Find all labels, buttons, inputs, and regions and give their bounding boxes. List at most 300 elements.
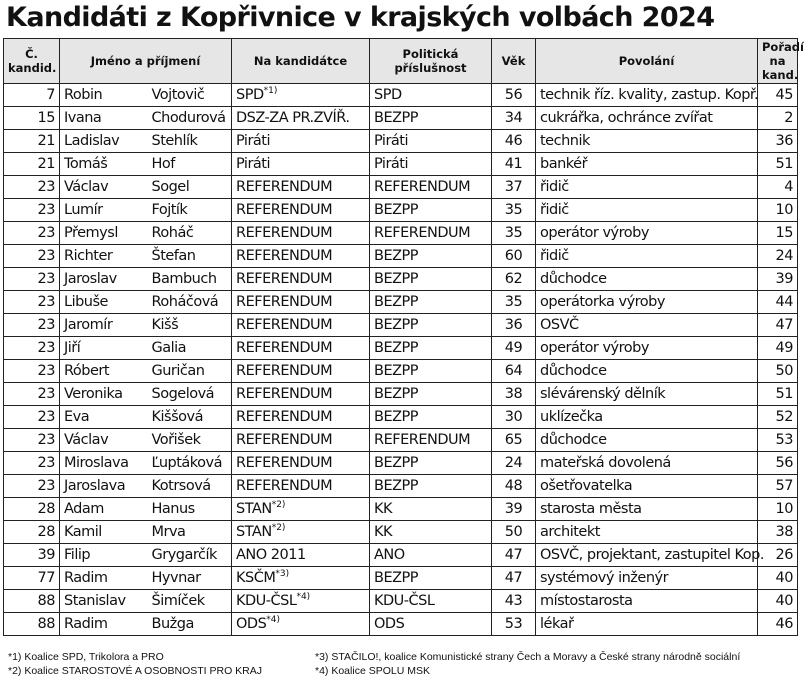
- table-row: [4, 590, 798, 613]
- table-row: [4, 153, 798, 176]
- cell-jmeno: [60, 153, 148, 176]
- cell-jmeno: [60, 245, 148, 268]
- cell-cislo: [4, 475, 60, 498]
- cell-prislusnost: [370, 176, 492, 199]
- cell-prislusnost-text: BEZPP: [374, 363, 419, 379]
- cell-jmeno: [60, 590, 148, 613]
- cell-prijmeni-text: Kotrsová: [151, 478, 211, 494]
- cell-cislo-text: 7: [46, 87, 55, 103]
- cell-prislusnost: [370, 475, 492, 498]
- cell-prislusnost: [370, 107, 492, 130]
- cell-poradi: [758, 406, 798, 429]
- cell-prijmeni-text: Sogelová: [151, 386, 215, 402]
- cell-povolani-text: technik: [540, 133, 590, 149]
- cell-prijmeni: [148, 130, 232, 153]
- cell-prijmeni: [148, 84, 232, 107]
- cell-cislo: [4, 153, 60, 176]
- header-kandidatka: Na kandidátce: [232, 39, 370, 84]
- cell-vek-text: 39: [504, 501, 523, 517]
- cell-povolani: [536, 406, 758, 429]
- cell-kandidatka-text: ANO 2011: [236, 547, 306, 563]
- cell-kandidatka-text: REFERENDUM: [236, 478, 333, 494]
- cell-kandidatka: [232, 613, 370, 636]
- cell-poradi: [758, 567, 798, 590]
- cell-vek: [492, 245, 536, 268]
- cell-prijmeni: [148, 406, 232, 429]
- cell-povolani: [536, 337, 758, 360]
- cell-jmeno-text: Kamil: [64, 524, 102, 540]
- cell-cislo-text: 23: [37, 225, 55, 241]
- cell-poradi: [758, 613, 798, 636]
- cell-jmeno-text: Jaromír: [64, 317, 113, 333]
- cell-kandidatka: [232, 130, 370, 153]
- cell-poradi: [758, 360, 798, 383]
- cell-prijmeni-text: Hanus: [151, 501, 195, 517]
- cell-poradi: [758, 314, 798, 337]
- cell-prislusnost: [370, 222, 492, 245]
- cell-poradi: [758, 429, 798, 452]
- cell-prislusnost: [370, 406, 492, 429]
- cell-cislo: [4, 107, 60, 130]
- cell-prijmeni-text: Fojtík: [151, 202, 188, 218]
- cell-povolani: [536, 544, 764, 567]
- cell-vek: [492, 176, 536, 199]
- cell-kandidatka-text: Piráti: [236, 133, 271, 149]
- cell-poradi-text: 52: [775, 409, 793, 425]
- table-row: [4, 498, 798, 521]
- cell-povolani: [536, 84, 758, 107]
- cell-povolani: [536, 107, 758, 130]
- cell-vek: [492, 107, 536, 130]
- cell-povolani-text: řidič: [540, 248, 569, 264]
- cell-kandidatka-text: STAN: [236, 524, 272, 540]
- cell-poradi-text: 10: [775, 202, 793, 218]
- header-poradi: Pořadí na kand.: [758, 39, 798, 84]
- cell-cislo: [4, 199, 60, 222]
- cell-vek: [492, 360, 536, 383]
- cell-vek-text: 46: [504, 133, 523, 149]
- cell-prijmeni-text: Kišš: [151, 317, 179, 333]
- cell-vek-text: 34: [504, 110, 523, 126]
- cell-prislusnost-text: ODS: [374, 616, 405, 632]
- cell-jmeno: [60, 360, 148, 383]
- table-row: [4, 176, 798, 199]
- cell-prijmeni-text: Štefan: [151, 248, 196, 264]
- footnotes: [8, 650, 798, 680]
- cell-kandidatka: [232, 314, 370, 337]
- cell-poradi-text: 40: [775, 593, 793, 609]
- cell-poradi: [758, 475, 798, 498]
- cell-vek: [492, 130, 536, 153]
- footnote-marker: *3): [275, 569, 290, 580]
- cell-jmeno: [60, 521, 148, 544]
- cell-prislusnost-text: BEZPP: [374, 455, 419, 471]
- cell-prijmeni: [148, 107, 232, 130]
- cell-povolani-text: OSVČ: [540, 317, 579, 333]
- cell-kandidatka-text: REFERENDUM: [236, 271, 333, 287]
- cell-poradi: [758, 222, 798, 245]
- cell-prijmeni-text: Roháč: [151, 225, 194, 241]
- cell-vek: [492, 544, 536, 567]
- cell-vek-text: 41: [504, 156, 523, 172]
- cell-vek: [492, 475, 536, 498]
- footnote-marker: *2): [271, 523, 286, 534]
- cell-prislusnost: [370, 498, 492, 521]
- cell-prislusnost: [370, 360, 492, 383]
- cell-povolani: [536, 268, 758, 291]
- cell-vek-text: 43: [504, 593, 523, 609]
- footnote-4: *4) Koalice SPOLU MSK: [315, 665, 430, 677]
- cell-prislusnost-text: REFERENDUM: [374, 179, 471, 195]
- table-row: [4, 360, 798, 383]
- cell-poradi: [758, 176, 798, 199]
- cell-kandidatka-text: REFERENDUM: [236, 317, 333, 333]
- table-row: [4, 544, 798, 567]
- cell-cislo: [4, 268, 60, 291]
- cell-poradi: [758, 245, 798, 268]
- cell-povolani-text: bankéř: [540, 156, 588, 172]
- cell-povolani: [536, 383, 758, 406]
- cell-jmeno-text: Libuše: [64, 294, 108, 310]
- cell-cislo: [4, 429, 60, 452]
- cell-poradi: [758, 153, 798, 176]
- cell-prijmeni-text: Stehlík: [151, 133, 198, 149]
- cell-cislo-text: 23: [37, 317, 55, 333]
- cell-poradi-text: 46: [775, 616, 793, 632]
- cell-prislusnost-text: BEZPP: [374, 386, 419, 402]
- table-row: [4, 613, 798, 636]
- cell-jmeno-text: Ladislav: [64, 133, 120, 149]
- cell-kandidatka-text: REFERENDUM: [236, 455, 333, 471]
- table-row: [4, 291, 798, 314]
- cell-vek-text: 50: [504, 524, 523, 540]
- cell-vek: [492, 498, 536, 521]
- cell-cislo-text: 23: [37, 409, 55, 425]
- cell-poradi: [758, 268, 798, 291]
- table-header-row: [4, 39, 798, 84]
- cell-prislusnost: [370, 452, 492, 475]
- cell-cislo-text: 21: [37, 133, 55, 149]
- cell-jmeno: [60, 199, 148, 222]
- cell-prislusnost: [370, 268, 492, 291]
- cell-povolani-text: starosta města: [540, 501, 642, 517]
- cell-vek-text: 47: [504, 547, 523, 563]
- table-row: [4, 383, 798, 406]
- cell-poradi-text: 45: [775, 87, 793, 103]
- cell-prijmeni: [148, 613, 232, 636]
- cell-prijmeni-text: Grygarčík: [151, 547, 217, 563]
- cell-jmeno-text: Radim: [64, 616, 108, 632]
- cell-prislusnost-text: Piráti: [374, 156, 409, 172]
- cell-prislusnost-text: BEZPP: [374, 110, 419, 126]
- cell-cislo-text: 23: [37, 294, 55, 310]
- cell-cislo-text: 23: [37, 455, 55, 471]
- cell-prislusnost: [370, 291, 492, 314]
- cell-cislo: [4, 222, 60, 245]
- cell-cislo: [4, 567, 60, 590]
- cell-prislusnost-text: BEZPP: [374, 478, 419, 494]
- cell-cislo-text: 21: [37, 156, 55, 172]
- cell-vek-text: 65: [504, 432, 523, 448]
- cell-cislo: [4, 383, 60, 406]
- cell-kandidatka-text: STAN: [236, 501, 272, 517]
- cell-prijmeni-text: Vořišek: [151, 432, 201, 448]
- cell-vek-text: 38: [504, 386, 523, 402]
- cell-cislo-text: 23: [37, 363, 55, 379]
- cell-cislo: [4, 452, 60, 475]
- cell-kandidatka: [232, 199, 370, 222]
- cell-poradi-text: 44: [775, 294, 793, 310]
- cell-jmeno-text: Róbert: [64, 363, 110, 379]
- table-row: [4, 199, 798, 222]
- cell-kandidatka-text: REFERENDUM: [236, 202, 333, 218]
- cell-povolani-text: operátor výroby: [540, 340, 649, 356]
- cell-kandidatka-text: REFERENDUM: [236, 179, 333, 195]
- cell-poradi-text: 50: [775, 363, 793, 379]
- cell-prislusnost-text: BEZPP: [374, 248, 419, 264]
- cell-vek-text: 35: [504, 225, 523, 241]
- cell-povolani-text: řidič: [540, 202, 569, 218]
- cell-prislusnost-text: BEZPP: [374, 294, 419, 310]
- cell-prislusnost-text: BEZPP: [374, 570, 419, 586]
- cell-prijmeni: [148, 590, 232, 613]
- cell-prijmeni: [148, 314, 232, 337]
- cell-kandidatka-text: KDU-ČSL: [236, 593, 297, 609]
- cell-prijmeni-text: Sogel: [151, 179, 190, 195]
- cell-prijmeni: [148, 222, 232, 245]
- cell-prijmeni-text: Chodurová: [151, 110, 226, 126]
- cell-vek-text: 53: [504, 616, 523, 632]
- cell-kandidatka: [232, 222, 370, 245]
- cell-prislusnost-text: BEZPP: [374, 317, 419, 333]
- cell-jmeno-text: Richter: [64, 248, 113, 264]
- table-row: [4, 245, 798, 268]
- header-cislo: Č. kandid.: [4, 39, 60, 84]
- cell-cislo: [4, 176, 60, 199]
- cell-povolani: [536, 314, 758, 337]
- cell-povolani: [536, 360, 758, 383]
- cell-prislusnost: [370, 429, 492, 452]
- table-row: [4, 314, 798, 337]
- cell-poradi-text: 53: [775, 432, 793, 448]
- cell-prislusnost-text: BEZPP: [374, 202, 419, 218]
- cell-prislusnost: [370, 84, 492, 107]
- cell-prijmeni-text: Galia: [151, 340, 187, 356]
- cell-poradi: [758, 107, 798, 130]
- cell-cislo-text: 23: [37, 478, 55, 494]
- table-row: [4, 452, 798, 475]
- cell-prislusnost-text: KK: [374, 524, 393, 540]
- cell-prijmeni: [148, 498, 232, 521]
- cell-poradi-text: 51: [775, 156, 793, 172]
- cell-cislo-text: 23: [37, 271, 55, 287]
- cell-poradi-text: 56: [775, 455, 793, 471]
- cell-cislo-text: 23: [37, 386, 55, 402]
- cell-povolani: [536, 222, 758, 245]
- cell-cislo: [4, 337, 60, 360]
- cell-kandidatka-text: ODS: [236, 616, 267, 632]
- cell-vek: [492, 429, 536, 452]
- cell-jmeno: [60, 452, 148, 475]
- cell-vek-text: 24: [504, 455, 523, 471]
- cell-povolani-text: uklízečka: [540, 409, 603, 425]
- cell-kandidatka: [232, 475, 370, 498]
- cell-prijmeni: [148, 521, 232, 544]
- cell-poradi-text: 49: [775, 340, 793, 356]
- cell-vek-text: 37: [504, 179, 523, 195]
- page-title: Kandidáti z Kopřivnice v krajských volbách 2024: [6, 2, 715, 33]
- cell-povolani: [536, 153, 758, 176]
- cell-cislo: [4, 544, 60, 567]
- cell-jmeno: [60, 314, 148, 337]
- cell-prijmeni-text: Kiššová: [151, 409, 203, 425]
- cell-vek-text: 36: [504, 317, 523, 333]
- cell-cislo-text: 23: [37, 432, 55, 448]
- cell-prijmeni-text: Ľuptáková: [151, 455, 223, 471]
- cell-prislusnost: [370, 130, 492, 153]
- cell-prislusnost: [370, 521, 492, 544]
- cell-prijmeni: [148, 567, 232, 590]
- cell-povolani-text: ošetřovatelka: [540, 478, 633, 494]
- cell-prislusnost: [370, 544, 492, 567]
- cell-vek: [492, 452, 536, 475]
- cell-kandidatka-text: KSČM: [236, 570, 276, 586]
- cell-kandidatka: [232, 544, 370, 567]
- cell-prislusnost: [370, 153, 492, 176]
- table-row: [4, 222, 798, 245]
- cell-kandidatka: [232, 360, 370, 383]
- cell-prijmeni: [148, 360, 232, 383]
- cell-jmeno-text: Radim: [64, 570, 108, 586]
- cell-prijmeni-text: Roháčová: [151, 294, 219, 310]
- cell-poradi: [758, 590, 798, 613]
- cell-poradi-text: 10: [775, 501, 793, 517]
- cell-jmeno: [60, 337, 148, 360]
- cell-cislo: [4, 613, 60, 636]
- table-row: [4, 268, 798, 291]
- cell-cislo-text: 39: [37, 547, 55, 563]
- cell-povolani: [536, 199, 758, 222]
- cell-povolani: [536, 590, 758, 613]
- cell-prijmeni: [148, 268, 232, 291]
- table-row: [4, 406, 798, 429]
- cell-jmeno-text: Václav: [64, 179, 109, 195]
- cell-prislusnost-text: REFERENDUM: [374, 225, 471, 241]
- cell-povolani-text: důchodce: [540, 363, 607, 379]
- cell-poradi-text: 47: [775, 317, 793, 333]
- cell-povolani-text: operátorka výroby: [540, 294, 665, 310]
- cell-prijmeni-text: Guričan: [151, 363, 205, 379]
- cell-kandidatka: [232, 498, 370, 521]
- cell-prijmeni: [148, 383, 232, 406]
- cell-vek: [492, 153, 536, 176]
- cell-jmeno-text: Miroslava: [64, 455, 129, 471]
- cell-povolani-text: řidič: [540, 179, 569, 195]
- cell-kandidatka-text: REFERENDUM: [236, 386, 333, 402]
- table-row: [4, 521, 798, 544]
- cell-prislusnost: [370, 245, 492, 268]
- cell-vek: [492, 613, 536, 636]
- cell-cislo-text: 28: [37, 524, 55, 540]
- cell-prislusnost: [370, 613, 492, 636]
- cell-vek: [492, 337, 536, 360]
- cell-kandidatka-text: REFERENDUM: [236, 409, 333, 425]
- cell-vek: [492, 521, 536, 544]
- cell-kandidatka-text: REFERENDUM: [236, 248, 333, 264]
- cell-kandidatka-text: REFERENDUM: [236, 225, 333, 241]
- footnote-marker: *4): [296, 592, 311, 603]
- cell-povolani-text: technik říz. kvality, zastup. Kopř.: [540, 87, 759, 103]
- cell-vek: [492, 291, 536, 314]
- cell-prijmeni: [148, 452, 232, 475]
- footnote-marker: *2): [271, 500, 286, 511]
- cell-cislo: [4, 314, 60, 337]
- cell-poradi: [758, 199, 798, 222]
- cell-jmeno: [60, 268, 148, 291]
- table-row: [4, 84, 798, 107]
- cell-cislo: [4, 130, 60, 153]
- table-row: [4, 130, 798, 153]
- cell-cislo-text: 23: [37, 202, 55, 218]
- cell-povolani: [536, 245, 758, 268]
- cell-cislo: [4, 498, 60, 521]
- table-row: [4, 475, 798, 498]
- cell-prijmeni: [148, 176, 232, 199]
- cell-cislo-text: 15: [37, 110, 55, 126]
- cell-povolani: [536, 176, 758, 199]
- cell-kandidatka: [232, 107, 370, 130]
- cell-vek: [492, 314, 536, 337]
- cell-vek-text: 56: [504, 87, 523, 103]
- cell-vek-text: 62: [504, 271, 523, 287]
- cell-povolani-text: OSVČ, projektant, zastupitel Kop.: [540, 547, 764, 563]
- cell-prijmeni-text: Bužga: [151, 616, 194, 632]
- cell-kandidatka: [232, 406, 370, 429]
- cell-cislo: [4, 406, 60, 429]
- cell-cislo-text: 77: [37, 570, 55, 586]
- footnote-1: *1) Koalice SPD, Trikolora a PRO: [8, 651, 164, 663]
- cell-kandidatka-text: REFERENDUM: [236, 294, 333, 310]
- cell-prislusnost-text: BEZPP: [374, 271, 419, 287]
- cell-prijmeni: [148, 475, 232, 498]
- cell-jmeno-text: Stanislav: [64, 593, 126, 609]
- cell-jmeno-text: Eva: [64, 409, 90, 425]
- cell-cislo-text: 23: [37, 248, 55, 264]
- cell-poradi-text: 51: [775, 386, 793, 402]
- footnote-3: *3) STAČILO!, koalice Komunistické strany Čech a Moravy a České strany národně sociální: [315, 651, 741, 663]
- cell-povolani: [536, 452, 758, 475]
- cell-poradi-text: 4: [784, 179, 793, 195]
- cell-jmeno-text: Adam: [64, 501, 104, 517]
- cell-kandidatka: [232, 429, 370, 452]
- cell-poradi: [758, 337, 798, 360]
- cell-kandidatka-text: SPD: [236, 87, 264, 103]
- cell-jmeno-text: Tomáš: [64, 156, 108, 172]
- footnote-2: *2) Koalice STAROSTOVÉ A OSOBNOSTI PRO KRAJ: [8, 665, 263, 677]
- cell-prislusnost-text: BEZPP: [374, 340, 419, 356]
- cell-poradi-text: 39: [775, 271, 793, 287]
- cell-povolani: [536, 521, 758, 544]
- cell-povolani-text: důchodce: [540, 271, 607, 287]
- cell-vek: [492, 84, 536, 107]
- cell-vek-text: 48: [504, 478, 523, 494]
- cell-prislusnost: [370, 199, 492, 222]
- cell-povolani: [536, 567, 758, 590]
- cell-poradi: [758, 498, 798, 521]
- cell-kandidatka: [232, 176, 370, 199]
- cell-poradi: [758, 383, 798, 406]
- cell-prijmeni: [148, 337, 232, 360]
